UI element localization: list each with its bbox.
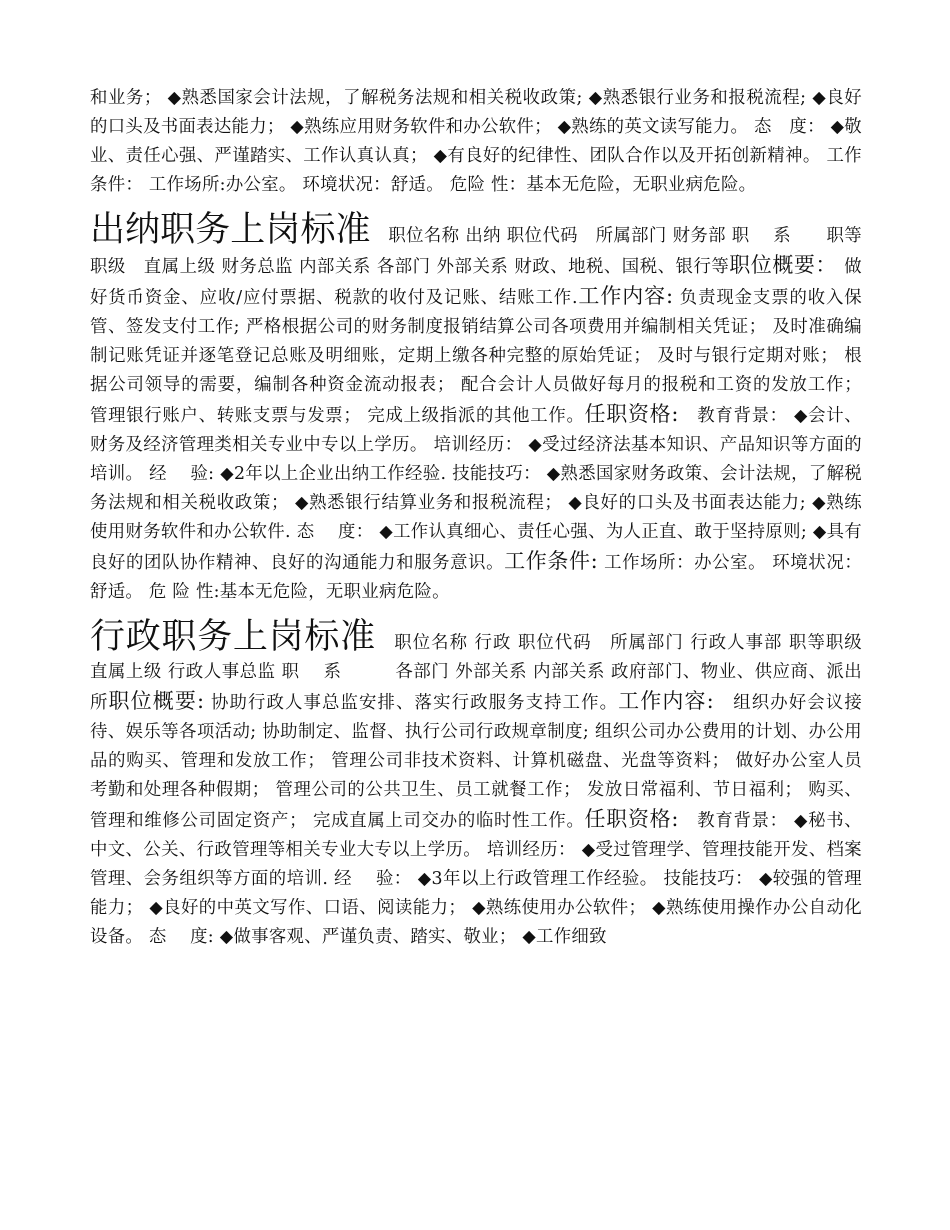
admin-qualifications-text: 教育背景： ◆秘书、中文、公关、行政管理等相关专业大专以上学历。 培训经历： ◆受过管理学、管理技能开发、档案管理、会务组织等方面的培训. 经 验： ◆3年以上行政管理工作经验。 技能技巧： ◆较强的管理能力； ◆良好的中英文写作、口语、阅读能力； ◆熟练使用办公软件； ◆熟练使用操作办公自动化设备。 态 度: ◆做事客观、严谨负责、踏实、敬业； ◆工作细致 xyxy=(90,811,862,947)
intro-paragraph xyxy=(90,84,862,200)
cashier-qualifications-label: 任职资格: xyxy=(584,402,679,426)
cashier-position-info: 职位名称 出纳 职位代码 所属部门 财务部 职 系 职等职级 直属上级 财务总监 内部关系 各部门 外部关系 财政、地税、国税、银行等 xyxy=(90,226,862,277)
admin-position-info: 职位名称 行政 职位代码 所属部门 行政人事部 职等职级 直属上级 行政人事总监 职 系 各部门 外部关系 内部关系 政府部门、物业、供应商、派出所 xyxy=(90,633,880,713)
cashier-overview-text: 做好货币资金、应收/应付票据、税款的收付及记账、结账工作. xyxy=(90,257,862,308)
cashier-conditions-label: 工作条件: xyxy=(504,549,598,573)
cashier-duties-label: 工作内容: xyxy=(577,284,674,308)
cashier-section xyxy=(90,210,863,607)
intro-text: 和业务； ◆熟悉国家会计法规，了解税务法规和相关税收政策; ◆熟悉银行业务和报税流程; ◆良好的口头及书面表达能力； ◆熟练应用财务软件和办公软件； ◆熟练的英文读写能力。 态 度： ◆敬业、责任心强、严谨踏实、工作认真认真； ◆有良好的纪律性、团队合作以及开拓创新精神。 工作条件： 工作场所:办公室。 环境状况：舒适。 危险 性：基本无危险，无职业病危险。 xyxy=(90,88,862,195)
cashier-qualifications-text: 教育背景： ◆会计、财务及经济管理类相关专业中专以上学历。 培训经历： ◆受过经济法基本知识、产品知识等方面的培训。 经 验: ◆2年以上企业出纳工作经验. 技能技巧： ◆熟悉国家财务政策、会计法规，了解税务法规和相关税收政策； ◆熟悉银行结算业务和报税流程； ◆良好的口头及书面表达能力; ◆熟练使用财务软件和办公软件. 态 度： ◆工作认真细心、责任心强、为人正直、敢于坚持原则; ◆具有良好的团队协作精神、良好的沟通能力和服务意识。 xyxy=(90,406,862,573)
cashier-conditions-text: 工作场所：办公室。 环境状况：舒适。 危 险 性:基本无危险，无职业病危险。 xyxy=(90,553,863,602)
admin-overview-label: 职位概要: xyxy=(108,689,205,713)
document-page xyxy=(90,84,880,952)
admin-section xyxy=(90,617,880,952)
cashier-duties-text: 负责现金支票的收入保管、签发支付工作; 严格根据公司的财务制度报销结算公司各项费用并编制相关凭证； 及时准确编制记账凭证并逐笔登记总账及明细账，定期上缴各种完整的原始凭证； 及时与银行定期对账； 根据公司领导的需要，编制各种资金流动报表； 配合会计人员做好每月的报税和工资的发放工作； 管理银行账户、转账支票与发票； 完成上级指派的其他工作。 xyxy=(90,288,862,426)
admin-duties-label: 工作内容: xyxy=(618,689,714,713)
cashier-overview-label: 职位概要： xyxy=(729,253,827,277)
admin-duties-text: 组织办好会议接待、娱乐等各项活动; 协助制定、监督、执行公司行政规章制度; 组织公司办公费用的计划、办公用品的购买、管理和发放工作； 管理公司非技术资料、计算机磁盘、光盘等资料； 做好办公室人员考勤和处理各种假期； 管理公司的公共卫生、员工就餐工作； 发放日常福利、节日福利； 购买、管理和维修公司固定资产； 完成直属上司交办的临时性工作。 xyxy=(90,693,863,831)
admin-heading: 行政职务上岗标准 xyxy=(90,617,376,657)
admin-overview-text: 协助行政人事总监安排、落实行政服务支持工作。 xyxy=(204,693,619,713)
cashier-heading: 出纳职务上岗标准 xyxy=(90,210,371,250)
admin-qualifications-label: 任职资格: xyxy=(584,807,679,831)
